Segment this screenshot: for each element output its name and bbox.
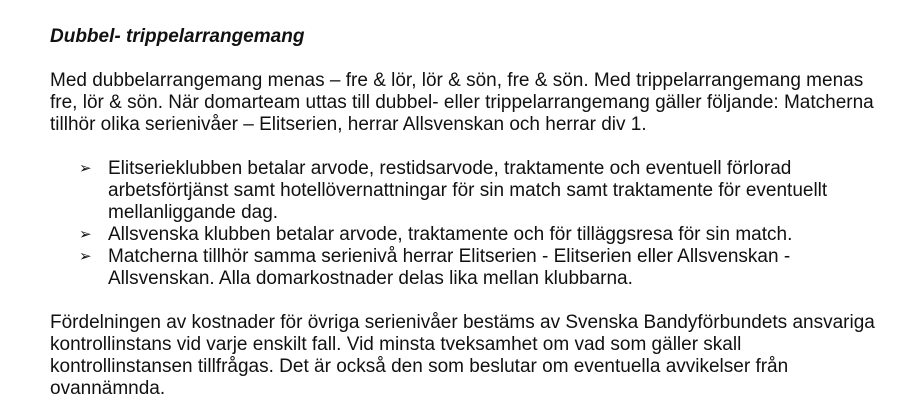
rules-list	[50, 158, 880, 290]
arrow-bullet-icon: ➢	[79, 226, 92, 243]
list-item	[50, 224, 880, 246]
list-item-text: Elitserieklubben betalar arvode, restidsarvode, traktamente och eventuell förlorad arbetsförtjänst samt hotellövernattningar för sin match samt traktamente för eventuellt mellanliggande dag.	[108, 158, 828, 223]
list-item-text: Matcherna tillhör samma serienivå herrar Elitserien - Elitserien eller Allsvenskan - Allsvenskan. Alla domarkostnader delas lika mellan klubbarna.	[108, 246, 791, 289]
document-page	[50, 26, 880, 400]
arrow-bullet-icon: ➢	[79, 248, 92, 265]
arrow-bullet-icon: ➢	[79, 160, 92, 177]
list-item	[50, 158, 880, 224]
intro-paragraph: Med dubbelarrangemang menas – fre & lör, lör & sön, fre & sön. Med trippelarrangemang menas fre, lör & sön. När domarteam uttas till dubbel- eller trippelarrangemang gäller följande: Matcherna tillhör olika serienivåer – Elitserien, herrar Allsvenskan och herrar div 1.	[50, 70, 874, 135]
section-heading: Dubbel- trippelarrangemang	[50, 26, 305, 47]
closing-paragraph: Fördelningen av kostnader för övriga serienivåer bestäms av Svenska Bandyförbundets ansvariga kontrollinstans vid varje enskilt fall. Vid minsta tveksamhet om vad som gäller skall kontrollinstansen tillfrågas. Det är också den som beslutar om eventuella avvikelser från ovannämnda.	[50, 312, 875, 399]
list-item	[50, 246, 880, 290]
list-item-text: Allsvenska klubben betalar arvode, traktamente och för tilläggsresa för sin match.	[108, 224, 793, 245]
